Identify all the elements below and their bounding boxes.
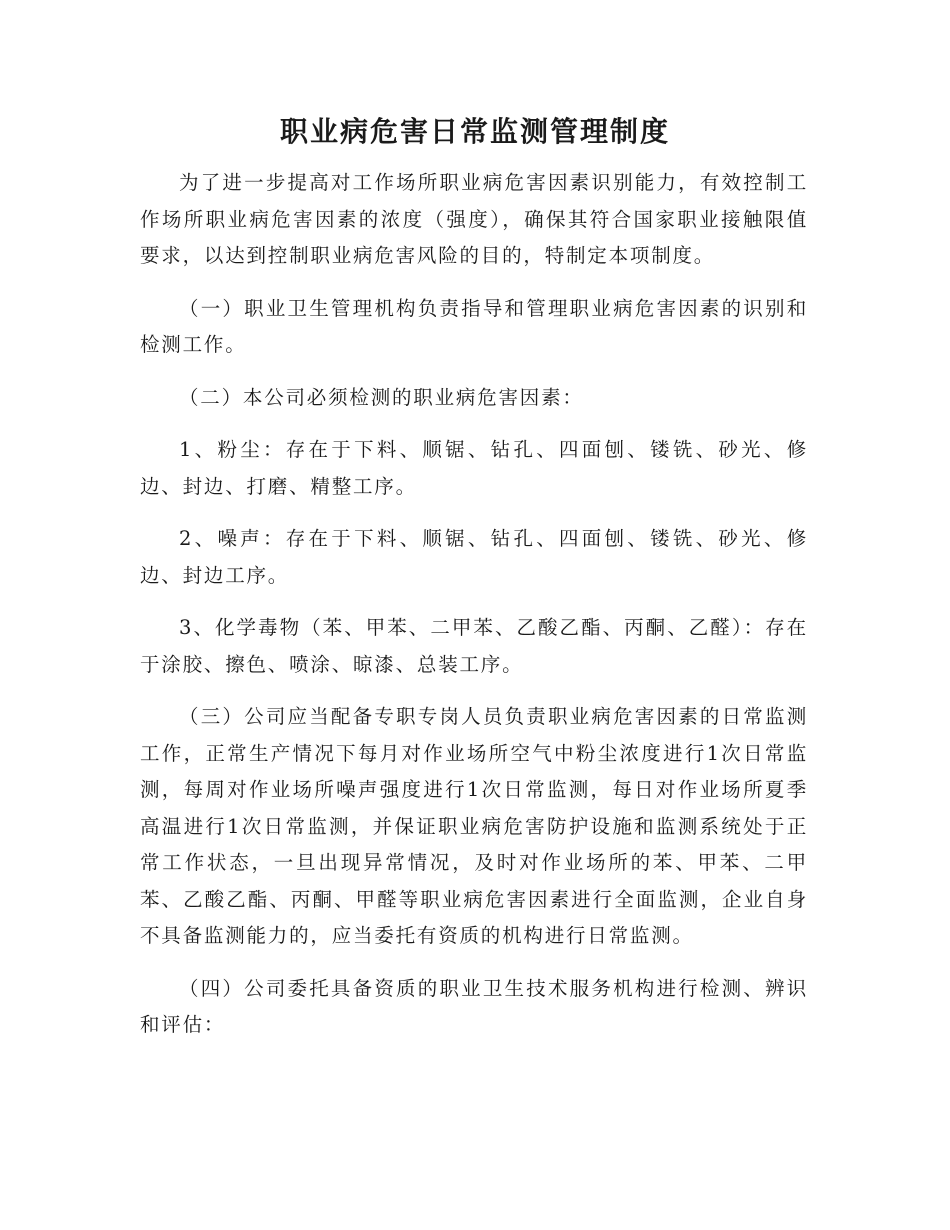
section-1-paragraph: （一）职业卫生管理机构负责指导和管理职业病危害因素的识别和检测工作。 [140,296,808,356]
section-3-paragraph: （三）公司应当配备专职专岗人员负责职业病危害因素的日常监测工作，正常生产情况下每月对作业场所空气中粉尘浓度进行1次日常监测，每周对作业场所噪声强度进行1次日常监测，每日对作业场所夏季高温进行1次日常监测，并保证职业病危害防护设施和监测系统处于正常工作状态，一旦出现异常情况，及时对作业场所的苯、甲苯、二甲苯、乙酸乙酯、丙酮、甲醛等职业病危害因素进行全面监测，企业自身不具备监测能力的，应当委托有资质的机构进行日常监测。 [140,705,808,947]
document-body [140,165,808,1044]
intro-paragraph: 为了进一步提高对工作场所职业病危害因素识别能力，有效控制工作场所职业病危害因素的浓度（强度），确保其符合国家职业接触限值要求，以达到控制职业病危害风险的目的，特制定本项制度。 [140,171,808,267]
section-4-paragraph: （四）公司委托具备资质的职业卫生技术服务机构进行检测、辨识和评估： [140,976,808,1036]
item-noise-paragraph: 2、噪声：存在于下料、顺锯、钻孔、四面刨、镂铣、砂光、修边、封边工序。 [140,527,808,587]
document-title: 职业病危害日常监测管理制度 [279,115,670,148]
section-2-heading: （二）本公司必须检测的职业病危害因素： [179,385,584,409]
item-dust-paragraph: 1、粉尘：存在于下料、顺锯、钻孔、四面刨、镂铣、砂光、修边、封边、打磨、精整工序。 [140,438,808,498]
item-chemical-paragraph: 3、化学毒物（苯、甲苯、二甲苯、乙酸乙酯、丙酮、乙醛）：存在于涂胶、擦色、喷涂、晾漆、总装工序。 [140,616,808,676]
